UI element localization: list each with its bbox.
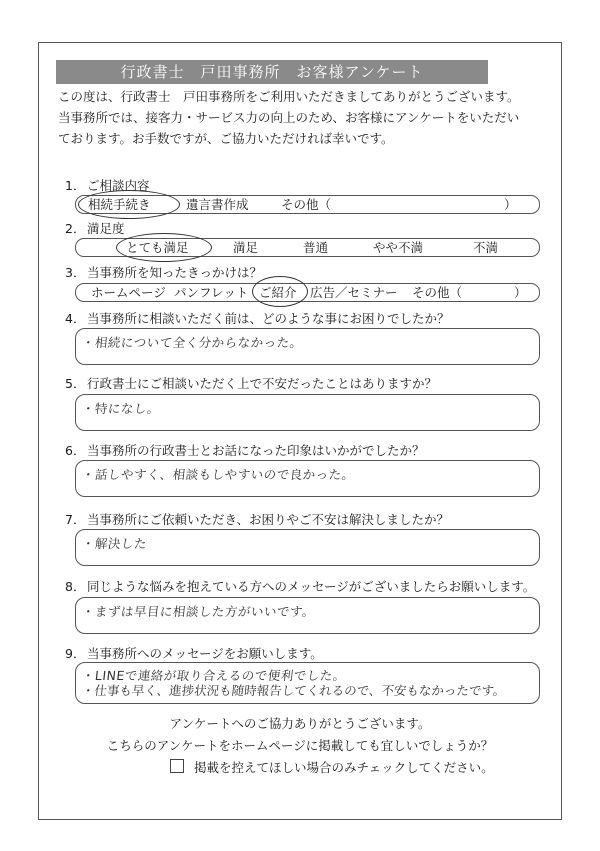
q8-handwritten-answer: ・まずは早目に相談した方がいいです。 [81,604,316,619]
q3-option-pamphlet[interactable]: パンフレット [174,285,249,300]
q4-answer-box[interactable] [75,328,540,365]
q9-handwritten-answer-line-2: ・仕事も早く、進捗状況も随時報告してくれるので、不安もなかったです。 [81,683,507,698]
q8-answer-box[interactable] [75,597,540,634]
q2-option-somewhat-dissatisfied[interactable]: やや不満 [373,240,424,255]
question-number: 7． [65,512,86,527]
q5-answer-box[interactable] [75,394,540,431]
question-2 [65,221,125,237]
question-5 [65,376,437,392]
q2-options [75,238,540,257]
q1-options [75,195,540,214]
q1-option-other-close: ） [504,197,517,212]
q7-answer-box[interactable] [75,529,540,566]
question-number: 3． [65,265,86,280]
q5-handwritten-answer: ・特になし。 [81,401,161,416]
q3-option-referral[interactable]: ご紹介 [259,285,297,300]
question-number: 1． [65,178,86,193]
question-text: 当事務所へのメッセージをお願いします。 [87,646,323,661]
q2-option-dissatisfied[interactable]: 不満 [473,240,499,255]
q7-handwritten-answer: ・解決した [81,536,148,551]
q1-option-other[interactable]: その他（ [281,197,332,212]
question-text: ご相談内容 [87,178,150,193]
q1-option-will[interactable]: 遺言書作成 [186,197,249,212]
q6-handwritten-answer: ・話しやすく、相談もしやすいので良かった。 [81,467,356,482]
q2-option-satisfied[interactable]: 満足 [233,240,259,255]
question-text: 同じような悩みを抱えている方へのメッセージがございましたらお願いします。 [87,579,536,594]
checkbox-label: 掲載を控えてほしい場合のみチェックしてください。 [194,760,494,775]
question-7 [65,512,449,528]
q2-option-neutral[interactable]: 普通 [303,240,329,255]
selection-circle [78,190,180,219]
question-number: 9． [65,646,86,661]
question-text: 当事務所にご依頼いただき、お困りやご不安は解決しましたか？ [87,512,450,527]
question-number: 2． [65,221,86,236]
q9-handwritten-answer-line-1: ・LINEで連絡が取り合えるので便利でした。 [81,668,347,683]
q3-option-homepage[interactable]: ホームページ [91,285,166,300]
question-text: 当事務所を知ったきっかけは？ [87,265,263,280]
intro-line-1: この度は、行政書士 戸田事務所をご利用いただきましてありがとうございます。 [58,89,520,104]
question-number: 6． [65,443,86,458]
question-9 [65,646,323,662]
q1-option-inheritance[interactable]: 相続手続き [88,197,151,212]
publish-optout-checkbox[interactable] [170,759,184,773]
selection-circle [252,276,308,307]
survey-title: 行政書士 戸田事務所 お客様アンケート [56,60,488,84]
q9-answer-box[interactable] [75,662,540,704]
question-text: 当事務所に相談いただく前は、どのような事にお困りでしたか？ [87,311,450,326]
selection-circle [116,233,212,262]
intro-line-2: 当事務所では、接客力・サービス力の向上のため、お客様にアンケートをいただい [58,110,520,125]
question-8 [65,579,535,595]
question-text: 行政書士にご相談いただく上で不安だったことはありますか？ [87,376,438,391]
q3-option-other-close: ） [514,285,527,300]
q3-option-ad-seminar[interactable]: 広告／セミナー [310,285,398,300]
question-number: 5． [65,376,86,391]
intro-line-3: ております。お手数ですが、ご協力いただければ幸いです。 [58,131,394,146]
q6-answer-box[interactable] [75,460,540,497]
q4-handwritten-answer: ・相続について全く分からなかった。 [81,335,304,350]
q3-options [75,283,540,302]
question-4 [65,311,450,327]
question-number: 4． [65,311,86,326]
intro-text [58,86,544,149]
question-number: 8． [65,579,86,594]
question-3 [65,265,262,281]
question-text: 満足度 [87,221,125,236]
publish-question: こちらのアンケートをホームページに掲載しても宜しいでしょうか？ [106,738,494,753]
q2-option-very-satisfied[interactable]: とても満足 [126,240,189,255]
q3-option-other[interactable]: その他（ [412,285,463,300]
question-6 [65,443,425,459]
question-text: 当事務所の行政書士とお話になった印象はいかがでしたか？ [87,443,425,458]
thanks-text: アンケートへのご協力ありがとうございます。 [169,716,431,731]
